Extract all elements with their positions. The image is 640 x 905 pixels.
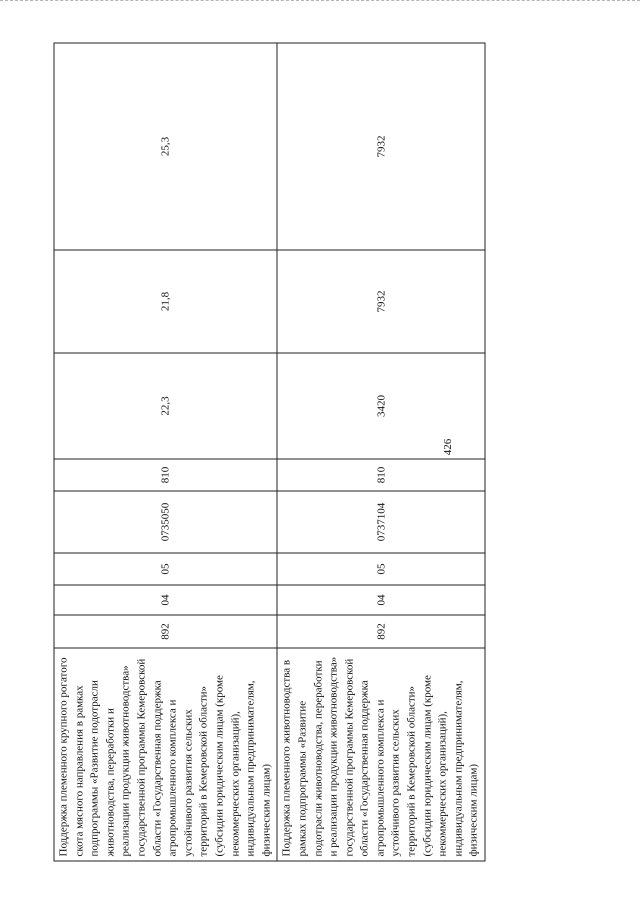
expense-type-code bbox=[277, 459, 485, 491]
page-number: 426 bbox=[442, 438, 454, 456]
amount-year-3 bbox=[277, 43, 485, 250]
ministry-code bbox=[54, 615, 277, 648]
amount-year-2-value: 21,8 bbox=[159, 291, 172, 311]
subsection-code bbox=[54, 553, 277, 585]
subsection-code-value: 05 bbox=[375, 563, 388, 574]
row-description: Поддержка племенного крупного рогатого скота мясного направления в рамках подпрограммы «Развитие подотрасли животноводства, переработки и реализации продукции животноводства» государственной программы Кемеровской области «Государственная поддержка агропромышленного комплекса и устойчивого развития сельских территорий в Кемеровской области» (субсидии юридическим лицам (кроме некоммерческих организаций), индивидуальным предпринимателям, физическим лицам) bbox=[54, 648, 277, 861]
amount-year-3-value: 25,3 bbox=[159, 136, 172, 156]
ministry-code-value: 892 bbox=[159, 622, 172, 640]
row-description: Поддержка племенного животноводства в рамках подпрограммы «Развитие подотрасли животноводства, переработки и реализации продукции животноводства» государственной программы Кемеровской области «Государственная поддержка агропромышленного комплекса и устойчивого развития сельских территорий в Кемеровской области» (субсидии юридическим лицам (кроме некоммерческих организаций), индивидуальным предпринимателям, физическим лицам) bbox=[277, 648, 485, 861]
expense-type-value: 810 bbox=[375, 466, 388, 483]
budget-table-sheet bbox=[54, 43, 480, 861]
target-article-value: 0737104 bbox=[375, 502, 388, 541]
subsection-code-value: 05 bbox=[159, 563, 172, 574]
amount-year-3-value: 7932 bbox=[375, 135, 388, 157]
amount-year-1-value: 3420 bbox=[375, 394, 388, 417]
amount-year-2 bbox=[277, 250, 485, 353]
amount-year-1-value: 22,3 bbox=[159, 395, 172, 416]
amount-year-1 bbox=[54, 353, 277, 459]
expense-type-value: 810 bbox=[159, 466, 172, 483]
section-code bbox=[54, 585, 277, 615]
ministry-code bbox=[277, 615, 485, 648]
target-article-value: 0735050 bbox=[159, 502, 172, 541]
target-article-code bbox=[277, 491, 485, 553]
section-code bbox=[277, 585, 485, 615]
section-code-value: 04 bbox=[375, 594, 388, 605]
amount-year-1 bbox=[277, 353, 485, 459]
subsection-code bbox=[277, 553, 485, 585]
amount-year-3 bbox=[54, 43, 277, 250]
amount-year-2 bbox=[54, 250, 277, 353]
amount-year-2-value: 7932 bbox=[375, 290, 388, 312]
target-article-code bbox=[54, 491, 277, 553]
expense-type-code bbox=[54, 459, 277, 491]
ministry-code-value: 892 bbox=[375, 622, 388, 640]
table-row bbox=[277, 43, 485, 861]
budget-table bbox=[54, 42, 486, 861]
section-code-value: 04 bbox=[159, 594, 172, 605]
table-row bbox=[54, 43, 277, 861]
page-top-edge bbox=[0, 0, 640, 6]
